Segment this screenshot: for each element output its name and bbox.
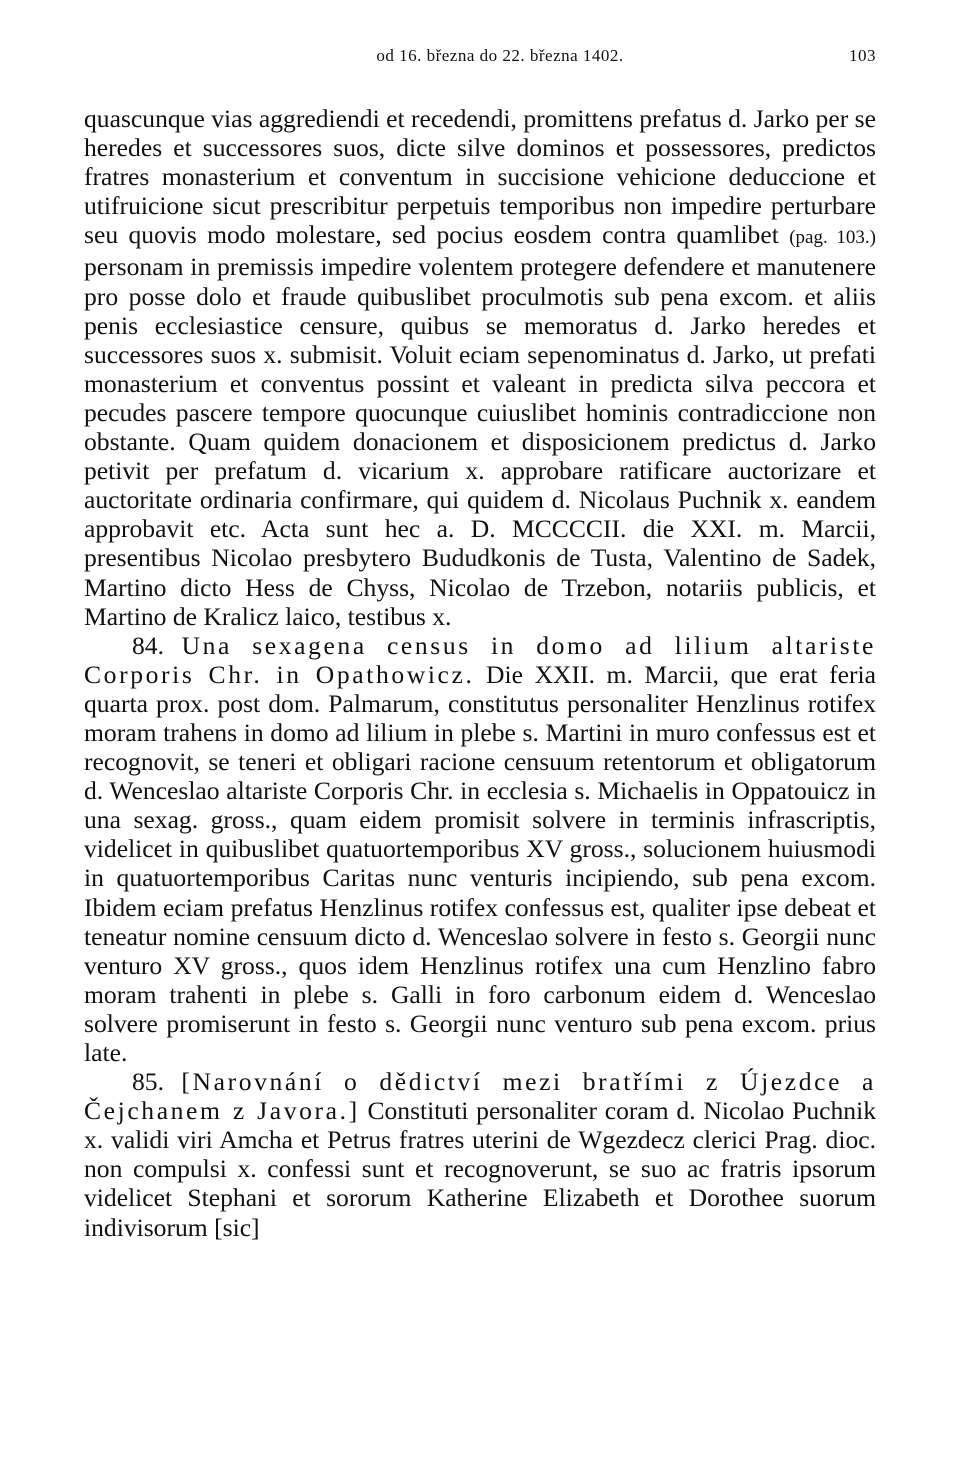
- entry-83-text-after-ref: personam in premissis impedire volentem protegere defendere et manutenere pro posse dolo et fraude quibuslibet proculmotis sub pena excom. et aliis penis ecclesiastice censure, quibus se memoratus d. Jarko heredes et successores suos x. submisit. Voluit eciam sepenominatus d. Jarko, ut prefati monasterium et conventus possint et valeant in predicta silva peccora et pecudes pascere tempore quocunque cuiuslibet hominis contradiccione non obstante. Quam quidem donacionem et disposicionem predictus d. Jarko petivit per prefatum d. vicarium x. approbare ratificare auctorizare et auctoritate ordinaria confirmare, qui quidem d. Nicolaus Puchnik x. eandem approbavit etc. Acta sunt hec a. D. MCCCCII. die XXI. m. Marcii, presentibus Nicolao presbytero Bududkonis de Tusta, Valentino de Sadek, Martino dicto Hess de Chyss, Nicolao de Trzebon, notariis publicis, et Martino de Kralicz laico, testibus x.: [84, 252, 876, 631]
- entry-83-continuation: [84, 104, 876, 631]
- entry-84: [84, 631, 876, 1067]
- page-number: 103: [849, 46, 876, 65]
- entry-84-text: Die XXII. m. Marcii, que erat feria quarta prox. post dom. Palmarum, constitutus personaliter Henzlinus rotifex moram trahens in domo ad lilium in plebe s. Martini in muro confessus est et recognovit, se teneri et obligari racione censuum retentorum et obligatorum d. Wenceslao altariste Corporis Chr. in ecclesia s. Michaelis in Oppatouicz in una sexag. gross., quam eidem promisit solvere in terminis infrascriptis, videlicet in quibuslibet quatuortemporibus XV gross., solucionem huiusmodi in quatuortemporibus Caritas nunc venturis incipiendo, sub pena excom. Ibidem eciam prefatus Henzlinus rotifex confessus est, qualiter ipse debeat et teneatur nomine censuum dicto d. Wenceslao solvere in festo s. Georgii nunc venturo XV gross., quos idem Henzlinus rotifex una cum Henzlino fabro moram trahenti in plebe s. Galli in foro carbonum eidem d. Wenceslao solvere promiserunt in festo s. Georgii nunc venturo sub pena excom. prius late.: [84, 659, 876, 1067]
- body-text: [84, 104, 876, 1242]
- page-reference: (pag. 103.): [789, 227, 876, 249]
- running-title: od 16. března do 22. března 1402.: [376, 46, 624, 65]
- entry-84-number: 84.: [132, 630, 164, 660]
- entry-85-heading: [Narovnání o dědictví mezi bratřími z Újezdce a Čejchanem z Javora.]: [84, 1067, 876, 1126]
- entry-85-text: Constituti personaliter coram d. Nicolao Puchnik x. validi viri Amcha et Petrus fratres uterini de Wgezdecz clerici Prag. dioc. non compulsi x. confessi sunt et recognoverunt, se suo ac fratris ipsorum videlicet Stephani et sororum Katherine Elizabeth et Dorothee suorum indivisorum [sic]: [84, 1096, 876, 1242]
- entry-84-heading: Una sexagena census in domo ad lilium altariste Corporis Chr. in Opathowicz.: [84, 630, 876, 689]
- entry-83-text-before-ref: quascunque vias aggrediendi et recedendi, promittens prefatus d. Jarko per se heredes et successores suos, dicte silve dominos et possessores, predictos fratres monasterium et conventum in succisione vehicione deduccione et utifruicione sicut prescribitur perpetuis temporibus non impedire perturbare seu quovis modo molestare, sed pocius eosdem contra quamlibet: [84, 104, 876, 250]
- page-header: [84, 46, 876, 76]
- entry-85-number: 85.: [132, 1067, 164, 1097]
- entry-85: [84, 1067, 876, 1242]
